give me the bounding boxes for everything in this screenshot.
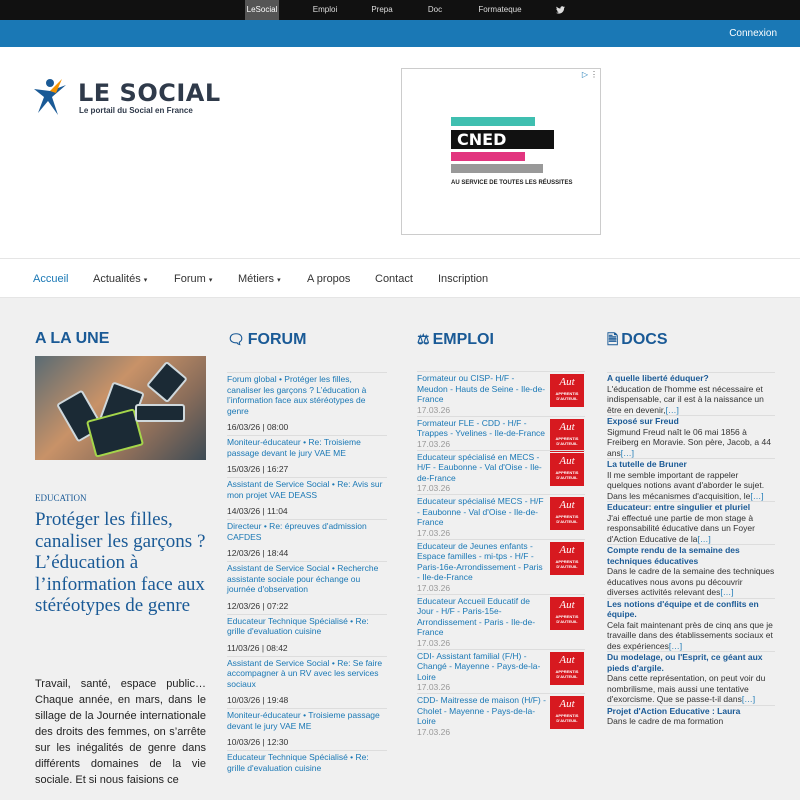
employer-logo-mark: Aut [559,598,575,611]
employer-logo [550,497,584,530]
emploi-item[interactable] [417,539,585,594]
doc-item-title[interactable]: La tutelle de Bruner [607,459,687,469]
top-bar [0,0,800,20]
nav-metiers[interactable] [238,259,281,301]
employer-logo [550,374,584,407]
phone-shape [135,404,185,422]
read-more-link[interactable]: […] [750,490,764,501]
doc-item-excerpt [607,716,775,727]
forum-item[interactable] [227,372,387,435]
ad-stripe-pink [451,152,525,161]
docs-heading [607,325,779,353]
emploi-column [417,325,589,353]
topnav-emploi[interactable]: Emploi [312,5,338,14]
employer-logo [550,542,584,575]
employer-logo-mark: Aut [559,376,575,388]
read-more-link[interactable]: […] [720,587,734,597]
forum-heading [227,325,399,353]
emploi-item[interactable] [417,450,585,495]
emploi-item-title[interactable]: Formateur FLE - CDD - H/F - Trappes - Yvelines - Ile-de-France [417,417,546,438]
forum-item-date: 10/03/26 | 19:48 [227,695,289,705]
doc-item-excerpt [607,566,775,598]
forum-item-title[interactable]: Directeur • Re: épreuves d'admission CAFDES [227,521,367,542]
docs-heading-label: DOCS [621,331,668,348]
forum-item-date: 16/03/26 | 08:00 [227,422,289,432]
employer-logo-mark: Aut [559,454,575,467]
forum-item[interactable] [227,614,387,656]
doc-item[interactable] [607,458,775,501]
employer-logo [550,652,584,685]
read-more-link[interactable]: […] [668,640,683,651]
doc-item-text: J'ai effectué une partie de mon stage à responsabilité éducative dans un Foyer d'Action Educative de la [607,512,755,544]
nav-accueil[interactable]: Accueil [33,273,69,285]
forum-item-title[interactable]: Educateur Technique Spécialisé • Re: grille d'evaluation cuisine [227,615,369,636]
emploi-heading-label: EMPLOI [432,331,494,348]
header [0,47,800,258]
topnav-formateque[interactable]: Formateque [478,5,522,14]
une-title[interactable]: Protéger les filles, canaliser les garçons ? L’éducation à l’information face aux stéréotypes de genre [35,509,206,616]
site-logo[interactable] [32,77,222,122]
adchoices-icon[interactable]: ▷ [581,70,588,79]
employer-logo [550,597,584,630]
employer-logo-name: APPRENTIS D'AUTEUIL [555,469,579,480]
handshake-icon: ⚖︎ [417,331,430,347]
une-excerpt: Travail, santé, espace public… Chaque année, en mars, dans le sillage de la Journée internationale des droits des femmes, on s’arrête sur les inégalités de genre dans différents domaines de la vie sociale. Et si nous faisions ce [35,678,206,786]
doc-item-excerpt [607,620,775,652]
employer-logo-mark: Aut [559,653,575,666]
une-image[interactable] [35,356,206,460]
emploi-item-date: 17.03.26 [417,483,451,493]
emploi-item[interactable] [417,693,585,738]
emploi-item-date: 17.03.26 [417,682,451,692]
employer-logo [550,453,584,486]
emploi-item[interactable] [417,416,585,450]
emploi-item-title[interactable]: Educateur spécialisé MECS - H/F - Eaubonne - Val d'Oise - Ile-de-France [417,496,544,527]
employer-logo-name: APPRENTIS D'AUTEUIL [555,613,579,624]
doc-item[interactable] [607,501,775,544]
doc-item-title[interactable]: Educateur: entre singulier et pluriel [607,502,751,512]
doc-item[interactable] [607,651,775,705]
forum-item-date: 14/03/26 | 11:04 [227,506,288,516]
forum-item-title[interactable]: Moniteur-éducateur • Re: Troisieme passage devant le jury VAE ME [227,437,361,458]
ad-brand: CNED [451,130,554,149]
caret-down-icon: ▾ [277,277,281,284]
doc-item-text: Dans cette représentation, on peut voir du nombrilisme, mais aussi une tentative d'exorcisme. Que se passe-t-il dans [607,673,766,704]
doc-item-excerpt [607,384,775,416]
emploi-item[interactable] [417,494,585,539]
forum-list [227,372,387,792]
forum-column [227,325,399,353]
doc-item-text: Dans le cadre de la semaine des techniques éducatives nous avons pu découvrir diverses activités relevant des [607,566,775,597]
forum-item-title[interactable]: Moniteur-éducateur • Troisieme passage devant le jury VAE ME [227,710,380,731]
emploi-item-title[interactable]: Educateur de Jeunes enfants - Espace familles - mi-tps - H/F - Paris-16e-Arrondissement - Paris - Ile-de-France [417,540,543,582]
forum-item-title[interactable]: Educateur Technique Spécialisé • Re: grille d'evaluation cuisine [227,752,369,773]
read-more-link[interactable]: […] [665,404,679,415]
employer-logo-mark: Aut [559,420,575,433]
nav-metiers-label: Métiers [238,273,275,285]
doc-item[interactable] [607,544,775,598]
doc-item-title[interactable]: Du modelage, ou l'Esprit, ce géant aux pieds d'argile. [607,652,763,673]
forum-item-title[interactable]: Assistant de Service Social • Re: Avis sur mon projet VAE DEASS [227,479,383,500]
forum-heading-label: FORUM [247,331,307,348]
logo-figure-icon [32,77,72,117]
forum-item[interactable] [227,750,387,792]
une-column [35,325,207,353]
doc-item-excerpt [607,470,775,502]
emploi-list [417,371,585,738]
doc-item[interactable] [607,705,775,727]
emploi-item-date: 17.03.26 [417,637,451,648]
docs-column [607,325,779,353]
caret-down-icon: ▾ [143,277,148,284]
emploi-item-title[interactable]: Educateur Accueil Educatif de Jour - H/F - Paris-15e-Arrondissement - Paris - Ile-de-France [417,595,536,637]
forum-item-date: 12/03/26 | 07:22 [227,600,289,611]
user-bar [0,20,800,47]
emploi-item-date: 17.03.26 [417,582,451,593]
nav-actualites-label: Actualités [93,273,141,285]
comments-icon: 🗨︎ [227,331,245,347]
emploi-item[interactable] [417,371,585,416]
emploi-item[interactable] [417,594,585,649]
doc-item[interactable] [607,598,775,652]
caret-down-icon: ▾ [208,277,213,284]
main-nav [0,258,800,298]
employer-logo-mark: Aut [559,698,575,710]
employer-logo-mark: Aut [559,543,575,556]
forum-item-date: 11/03/26 | 08:42 [227,642,288,653]
ad-close-icon[interactable]: ⋮ [590,70,598,79]
doc-item-title[interactable]: Exposé sur Freud [607,416,679,426]
employer-logo [550,696,584,729]
doc-item-title[interactable]: Compte rendu de la semaine des techniques éducatives [607,545,740,566]
topnav-doc[interactable]: Doc [427,5,443,14]
read-more-link[interactable]: […] [620,447,634,458]
employer-logo-name: APPRENTIS D'AUTEUIL [555,668,579,679]
emploi-item-title[interactable]: CDI- Assistant familial (F/H) - Changé - Mayenne - Pays-de-la-Loire [417,650,541,682]
forum-item[interactable] [227,656,387,709]
employer-logo-mark: Aut [559,499,575,511]
doc-item-text: Sigmund Freud naît le 06 mai 1856 à Freiberg en Moravie. Son père, Jacob, a 44 ans [607,426,771,458]
employer-logo-name: APPRENTIS D'AUTEUIL [555,514,579,524]
emploi-item-date: 17.03.26 [417,527,451,538]
doc-item-text: Il me semble important de rappeler quelques notions avant d'aborder le sujet. Dans les mécanismes d'acquisition, le [607,469,765,501]
emploi-item-date: 17.03.26 [417,404,451,415]
employer-logo [550,419,584,452]
forum-item[interactable] [227,435,387,477]
doc-item-excerpt [607,513,775,545]
une-category[interactable]: EDUCATION [35,493,87,503]
forum-item-date [227,776,387,792]
doc-item-text: L'éducation de l'homme est nécessaire et indispensable, car il est à la naissance un être en devenir, [607,383,764,415]
doc-item[interactable] [607,372,775,415]
forum-item-title[interactable]: Assistant de Service Social • Recherche assistante sociale pour échange ou journée d'observation [227,563,379,594]
forum-item-title[interactable]: Forum global • Protéger les filles, canaliser les garçons ? L’éducation à l’information face aux stéréotypes de genre [227,374,367,416]
doc-item-title[interactable]: Les notions d'équipe et de conflits en équipe. [607,598,759,619]
forum-item-date: 12/03/26 | 18:44 [227,548,289,558]
login-link[interactable]: Connexion [729,28,777,39]
emploi-item-title[interactable]: Formateur ou CISP- H/F - Meudon - Hauts de Seine - Ile-de-France [417,373,546,404]
emploi-item-date: 17.03.26 [417,438,451,449]
employer-logo-name: APPRENTIS D'AUTEUIL [555,558,579,569]
emploi-item-title[interactable]: CDD- Maitresse de maison (H/F) - Cholet - Mayenne - Pays-de-la-Loire [417,695,546,726]
emploi-item-date: 17.03.26 [417,726,451,737]
nav-apropos[interactable]: A propos [307,273,351,285]
doc-item[interactable] [607,415,775,458]
doc-item-text: Cela fait maintenant près de cinq ans que je travaille dans des établissements sociaux et des expériences [607,619,773,651]
forum-item-date: 10/03/26 | 12:30 [227,737,289,747]
twitter-icon[interactable] [550,0,570,20]
nav-forum-label: Forum [174,273,206,285]
forum-item-date: 15/03/26 | 16:27 [227,464,289,474]
ad-tagline: AU SERVICE DE TOUTES LES RÉUSSITES [451,180,573,186]
doc-item-title[interactable]: Projet d'Action Educative : Laura [607,705,741,716]
doc-item-excerpt [607,427,775,459]
nav-contact[interactable]: Contact [375,273,413,285]
nav-inscription[interactable]: Inscription [438,273,489,285]
forum-item[interactable] [227,561,387,614]
une-heading: A LA UNE [35,330,110,347]
read-more-link[interactable]: […] [697,533,711,544]
read-more-link[interactable]: […] [741,694,756,704]
topnav-prepa[interactable]: Prepa [371,5,393,14]
file-text-icon: 🗎︎ [607,331,619,347]
phone-shape [146,361,188,404]
employer-logo-name: APPRENTIS D'AUTEUIL [555,391,579,401]
doc-item-text: Dans le cadre de ma formation [607,716,724,726]
ad-stripe-gray [451,164,543,173]
doc-item-title[interactable]: A quelle liberté éduquer? [607,373,709,383]
emploi-heading [417,325,589,353]
nav-forum[interactable] [174,259,212,301]
advertisement[interactable] [401,68,601,235]
doc-item-excerpt [607,673,775,705]
emploi-item-title[interactable]: Educateur spécialisé en MECS - H/F - Eaubonne - Val d'Oise - Ile-de-France [417,451,542,483]
nav-actualites[interactable] [93,259,147,301]
forum-item[interactable] [227,708,387,750]
docs-list [607,372,775,727]
ad-stripe-teal [451,117,535,126]
topnav-lesocial[interactable]: LeSocial [245,0,279,20]
forum-item-title[interactable]: Assistant de Service Social • Re: Se faire accompagner à un RV avec les services sociaux [227,657,383,689]
forum-item[interactable] [227,519,387,561]
logo-tagline: Le portail du Social en France [79,106,193,115]
employer-logo-name: APPRENTIS D'AUTEUIL [555,435,579,446]
logo-brand: LE SOCIAL [78,79,221,107]
forum-item[interactable] [227,477,387,519]
employer-logo-name: APPRENTIS D'AUTEUIL [555,713,579,723]
emploi-item[interactable] [417,649,585,694]
